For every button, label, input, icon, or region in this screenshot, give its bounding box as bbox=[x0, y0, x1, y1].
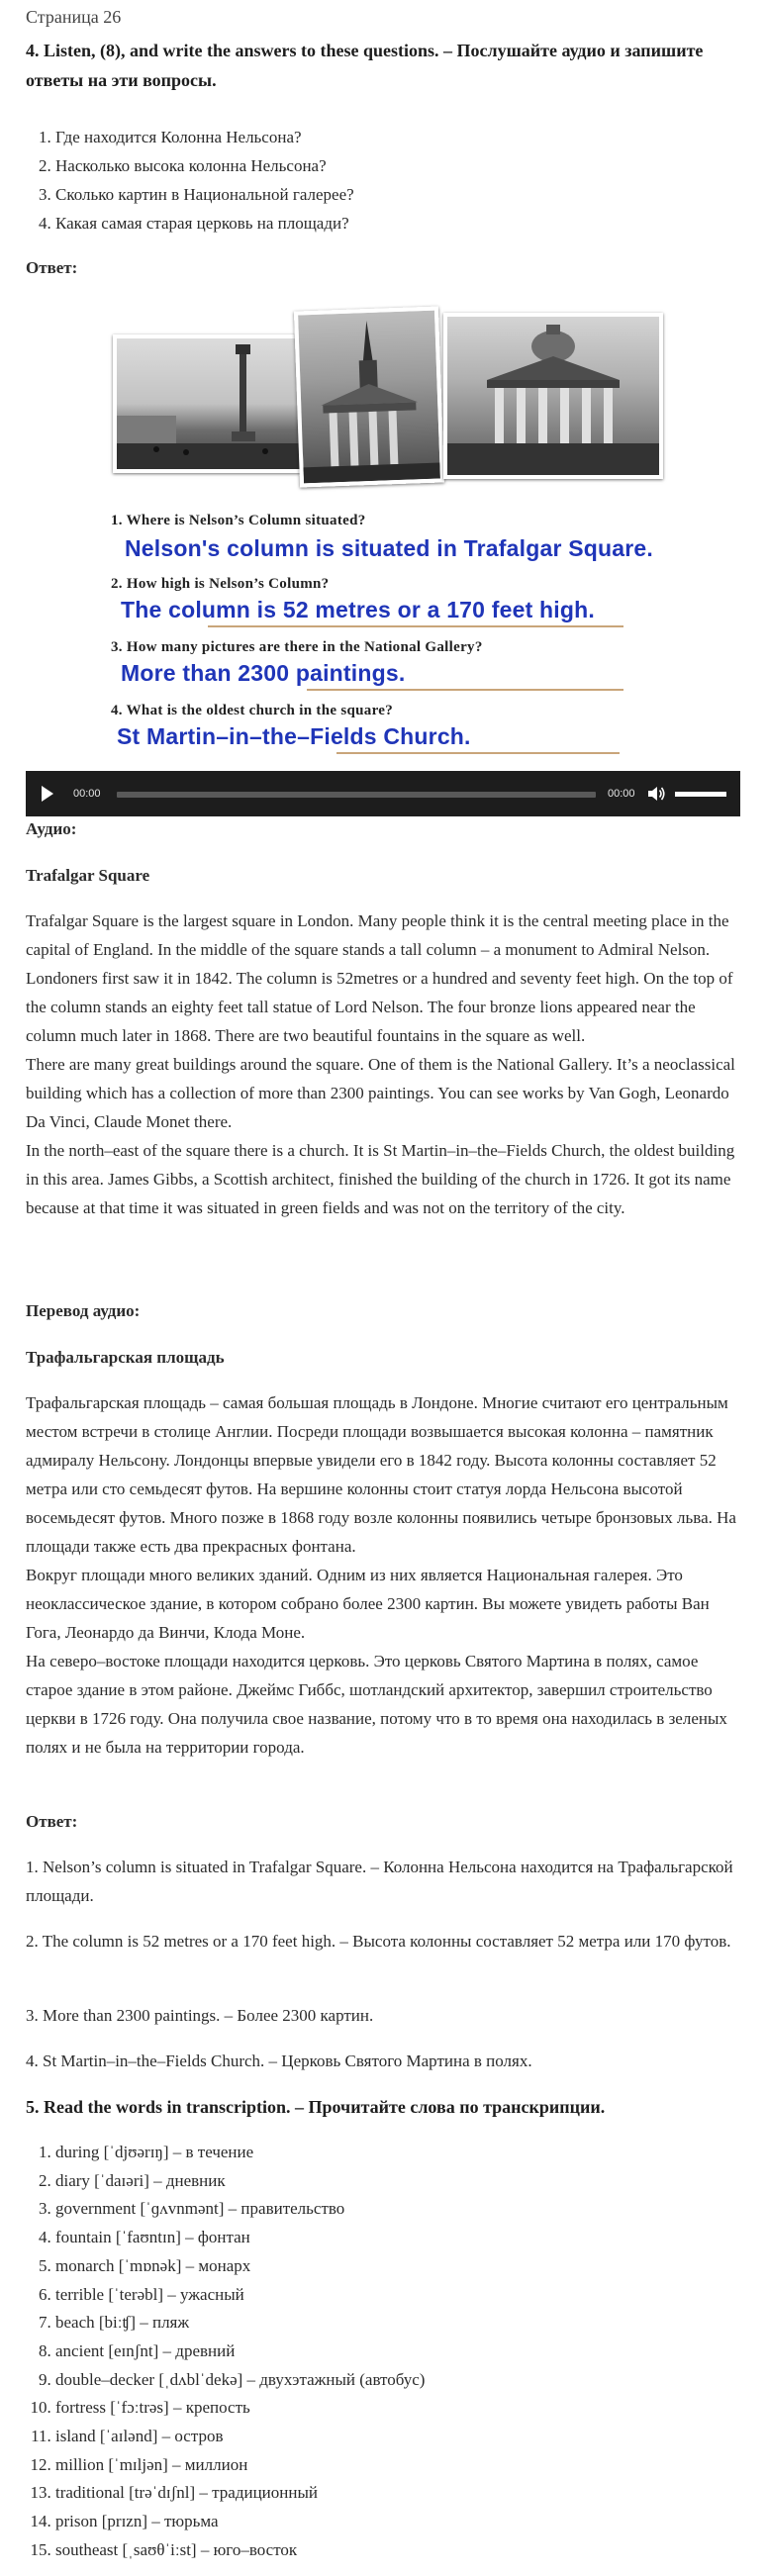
answer-underline bbox=[336, 752, 620, 754]
paragraph: There are many great buildings around the square. One of them is the National Gallery. It’s a neoclassical building which has a collection of more than 2300 paintings. You can see works by Van Gogh, Leonardo Da Vinci, Claude Monet there. bbox=[26, 1055, 735, 1131]
answers-label: Ответ: bbox=[26, 1812, 78, 1831]
volume-icon[interactable] bbox=[647, 785, 665, 803]
list-item: 4. fountain [ˈfaʊntɪn] – фонтан bbox=[55, 2224, 719, 2252]
list-item: 8. ancient [eɪnʃnt] – древний bbox=[55, 2337, 719, 2366]
audio-title: Trafalgar Square bbox=[26, 866, 150, 885]
page-label: Страница 26 bbox=[26, 7, 122, 27]
audio-player bbox=[26, 771, 740, 816]
textbook-image bbox=[99, 301, 665, 762]
audio-label: Аудио: bbox=[26, 819, 77, 838]
list-item: 10. fortress [ˈfɔːtrəs] – крепость bbox=[55, 2394, 719, 2423]
word-list bbox=[26, 2139, 719, 2565]
list-item: 2. diary [ˈdaɪəri] – дневник bbox=[55, 2167, 719, 2196]
list-item: 4. Какая самая старая церковь на площади? bbox=[55, 209, 719, 238]
handwritten-answer-2: The column is 52 metres or a 170 feet high. bbox=[121, 597, 595, 622]
exercise-4-title: 4. Listen, (8), and write the answers to these questions. – Послушайте аудио и запишите ответы на эти вопросы. bbox=[26, 41, 704, 90]
exercise-5-title: 5. Read the words in transcription. – Прочитайте слова по транскрипции. bbox=[26, 2097, 606, 2117]
list-item: 7. beach [biːʧ] – пляж bbox=[55, 2309, 719, 2337]
list-item: 14. prison [prɪzn] – тюрьма bbox=[55, 2508, 719, 2536]
list-item: 11. island [ˈaɪlənd] – остров bbox=[55, 2423, 719, 2451]
paragraph: На северо–востоке площади находится церковь. Это церковь Святого Мартина в полях, самое старое здание в этом районе. Джеймс Гиббс, шотландский архитектор, завершил строительство церкви в 1726 году. Она получила свое название, потому что в то время она находилась в зеленых полях и не была на территории города. bbox=[26, 1652, 727, 1757]
list-item: 13. traditional [trəˈdɪʃnl] – традиционный bbox=[55, 2479, 719, 2508]
list-item: 1. during [ˈdjʊərɪŋ] – в течение bbox=[55, 2139, 719, 2167]
translation-title: Трафальгарская площадь bbox=[26, 1348, 225, 1367]
book-question-1: 1. Where is Nelson’s Column situated? bbox=[111, 513, 366, 528]
handwritten-answer-1: Nelson's column is situated in Trafalgar Square. bbox=[125, 535, 653, 561]
list-item: 12. million [ˈmɪljən] – миллион bbox=[55, 2451, 719, 2480]
answer-3: 3. More than 2300 paintings. – Более 2300 картин. bbox=[26, 2006, 374, 2025]
answer-underline bbox=[208, 625, 623, 627]
play-icon[interactable] bbox=[42, 786, 53, 802]
list-item: 2. Насколько высока колонна Нельсона? bbox=[55, 151, 719, 180]
list-item: 1. Где находится Колонна Нельсона? bbox=[55, 123, 719, 151]
church-photo bbox=[294, 307, 444, 488]
paragraph: Trafalgar Square is the largest square in London. Many people think it is the central meeting place in the capital of England. In the middle of the square stands a tall column – a monument to Admiral Nelson. Londoners first saw it in 1842. The column is 52metres or a hundred and seventy feet high. On the top of the column stands an eighty feet tall statue of Lord Nelson. The four bronze lions appeared near the column much later in 1868. There are two beautiful fountains in the square as well. bbox=[26, 911, 733, 1045]
handwritten-answer-4: St Martin–in–the–Fields Church. bbox=[117, 723, 471, 749]
translation-label: Перевод аудио: bbox=[26, 1301, 141, 1320]
answer-2: 2. The column is 52 metres or a 170 feet high. – Высота колонны составляет 52 метра или 170 футов. bbox=[26, 1932, 731, 1951]
audio-text bbox=[26, 906, 740, 1222]
book-question-2: 2. How high is Nelson’s Column? bbox=[111, 576, 330, 592]
answer-4: 4. St Martin–in–the–Fields Church. – Церковь Святого Мартина в полях. bbox=[26, 2051, 532, 2070]
list-item: 9. double–decker [ˌdʌblˈdekə] – двухэтажный (автобус) bbox=[55, 2366, 719, 2395]
trafalgar-square-photo bbox=[113, 334, 307, 473]
answer-label: Ответ: bbox=[26, 258, 78, 277]
book-question-3: 3. How many pictures are there in the National Gallery? bbox=[111, 639, 483, 655]
national-gallery-photo bbox=[443, 313, 663, 479]
current-time: 00:00 bbox=[73, 788, 101, 800]
list-item: 3. government [ˈɡʌvnmənt] – правительство bbox=[55, 2195, 719, 2224]
photo-collage bbox=[113, 309, 655, 487]
list-item: 3. Сколько картин в Национальной галерее? bbox=[55, 180, 719, 209]
answer-underline bbox=[307, 689, 623, 691]
question-list bbox=[26, 123, 719, 238]
handwritten-answer-3: More than 2300 paintings. bbox=[121, 660, 406, 686]
list-item: 6. terrible [ˈterəbl] – ужасный bbox=[55, 2281, 719, 2310]
progress-track[interactable] bbox=[117, 792, 596, 798]
list-item: 15. southeast [ˌsaʊθˈiːst] – юго–восток bbox=[55, 2536, 719, 2565]
answer-1: 1. Nelson’s column is situated in Trafalgar Square. – Колонна Нельсона находится на Трафальгарской площади. bbox=[26, 1858, 733, 1905]
paragraph: Вокруг площади много великих зданий. Одним из них является Национальная галерея. Это неоклассическое здание, в котором собрано более 2300 картин. Вы можете увидеть работы Ван Гога, Леонардо да Винчи, Клода Моне. bbox=[26, 1566, 710, 1642]
duration: 00:00 bbox=[608, 788, 635, 800]
paragraph: In the north–east of the square there is a church. It is St Martin–in–the–Fields Church, the oldest building in this area. James Gibbs, a Scottish architect, finished the building of the church in 1726. It got its name because at that time it was situated in green fields and was not on the territory of the city. bbox=[26, 1141, 735, 1217]
volume-slider[interactable] bbox=[675, 792, 726, 797]
book-question-4: 4. What is the oldest church in the square? bbox=[111, 703, 394, 718]
paragraph: Трафальгарская площадь – самая большая площадь в Лондоне. Многие считают его центральным местом встречи в столице Англии. Посреди площади возвышается высокая колонна – памятник адмиралу Нельсону. Лондонцы впервые увидели его в 1842 году. Высота колонны составляет 52 метра или сто семьдесят футов. На вершине колонны стоит статуя лорда Нельсона высотой восемьдесят футов. Много позже в 1868 году возле колонны появились четыре бронзовых льва. На площади также есть два прекрасных фонтана. bbox=[26, 1393, 736, 1556]
translation-text bbox=[26, 1388, 740, 1762]
list-item: 5. monarch [ˈmɒnək] – монарх bbox=[55, 2252, 719, 2281]
